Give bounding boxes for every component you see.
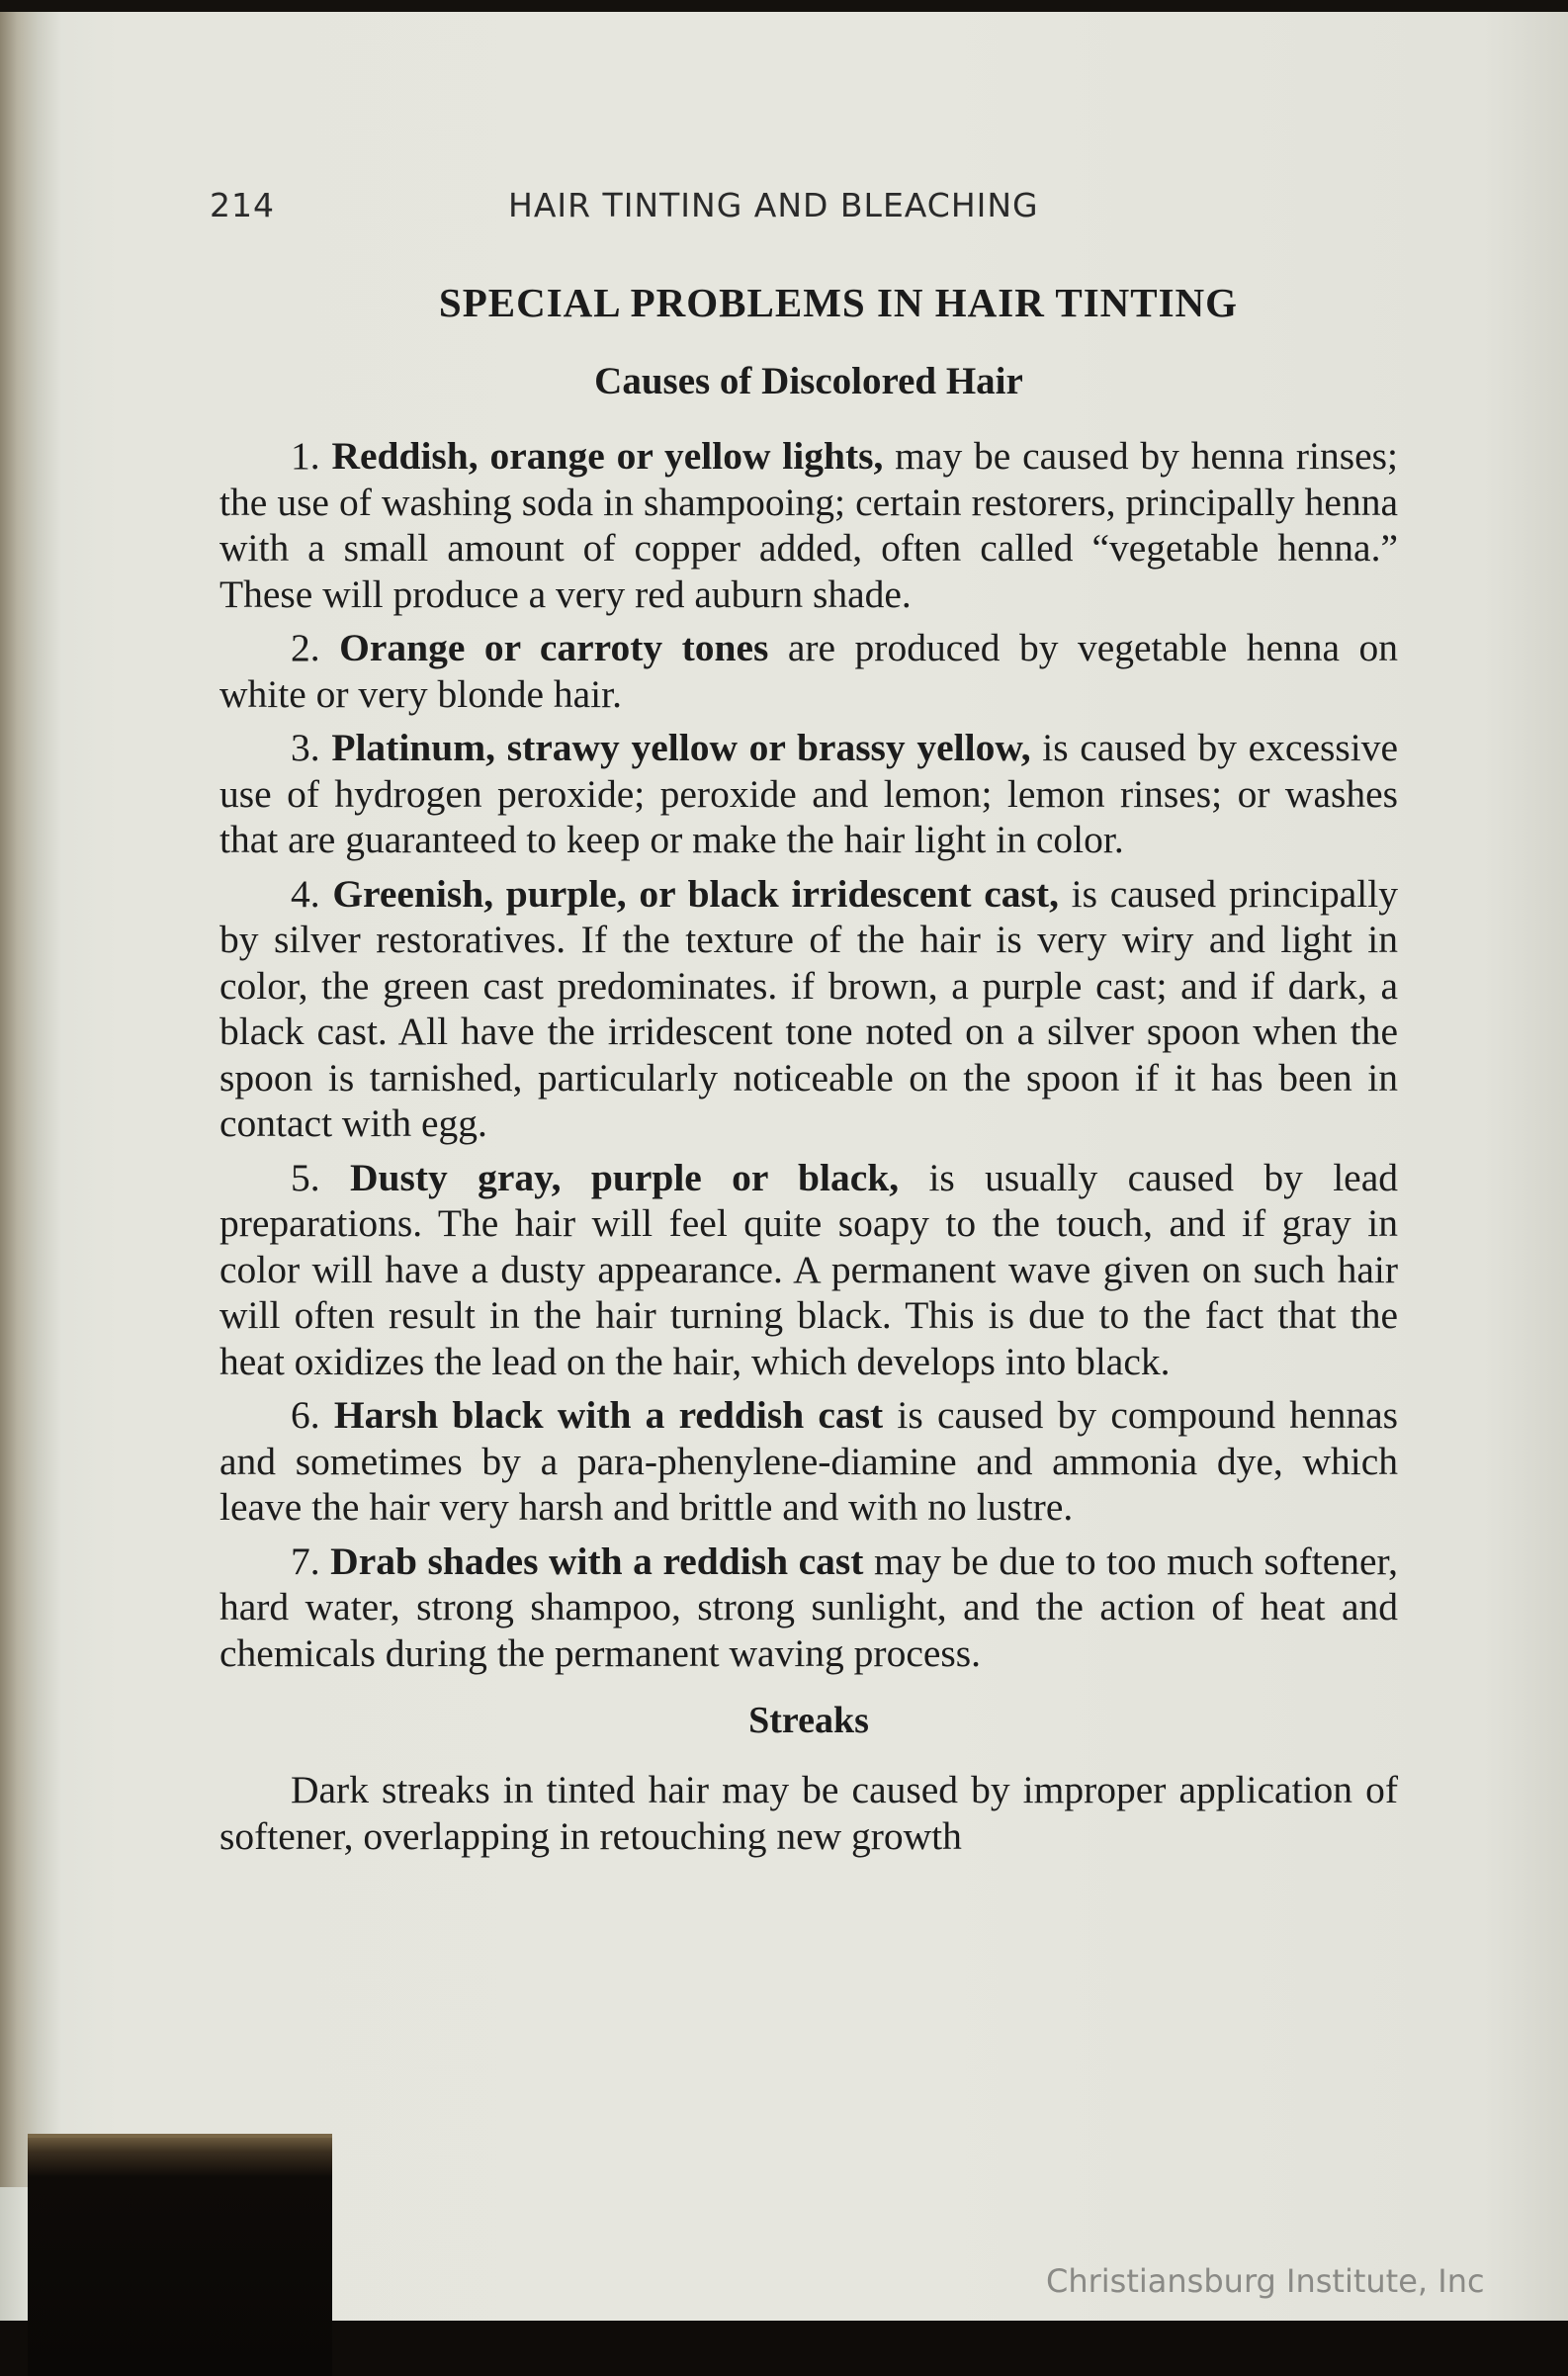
item-text: is usually caused by lead preparations. The hair will feel quite soapy to the touch, and if gray in color will have a dusty appearance. A permanent wave given on such hair will often result in the hair turning black. This is due to the fact that the heat oxidizes the lead on the hair, which develops into black.: [219, 1155, 1398, 1383]
item-lead: Greenish, purple, or black irridescent cast,: [332, 871, 1059, 916]
book-page: [0, 12, 1568, 2321]
section-heading: SPECIAL PROBLEMS IN HAIR TINTING: [438, 280, 1239, 325]
item-lead: Harsh black with a reddish cast: [333, 1393, 884, 1437]
list-item: [219, 871, 1398, 1147]
item-text: are produced by vegetable henna on white or very blonde hair.: [219, 626, 1399, 716]
item-lead: Platinum, strawy yellow or brassy yellow,: [331, 726, 1031, 769]
item-lead: Drab shades with a reddish cast: [330, 1539, 864, 1583]
page-number: 214: [210, 186, 275, 224]
item-number: 2.: [291, 626, 320, 669]
item-lead: Reddish, orange or yellow lights,: [331, 434, 884, 478]
page-gutter-edge: [0, 12, 61, 2187]
item-number: 3.: [291, 726, 320, 769]
list-item: [219, 1155, 1398, 1385]
book-cover-corner: [28, 2134, 332, 2376]
body-text: [219, 277, 1398, 1867]
item-number: 7.: [291, 1539, 320, 1583]
item-text: is caused by compound hennas and sometimes by a para-phenylene-diamine and ammonia dye, which leave the hair very harsh and brittle and with no lustre.: [219, 1393, 1398, 1529]
list-item: [219, 625, 1398, 717]
streaks-heading: Streaks: [748, 1700, 869, 1741]
streaks-paragraph: Dark streaks in tinted hair may be caused by improper application of softener, overlapping in retouching new growth: [219, 1768, 1398, 1858]
item-text: is caused principally by silver restoratives. If the texture of the hair is very wiry and light in color, the green cast predominates. if brown, a purple cast; and if dark, a black cast. All have the irridescent tone noted on a silver spoon when the spoon is tarnished, particularly noticeable on the spoon if it has been in contact with egg.: [219, 871, 1398, 1145]
running-title: HAIR TINTING AND BLEACHING: [508, 186, 1039, 224]
item-number: 6.: [291, 1393, 320, 1437]
list-item: [219, 1392, 1398, 1531]
running-head: [0, 186, 1568, 229]
list-item: [219, 1539, 1398, 1677]
list-item: [219, 433, 1398, 617]
list-item: [219, 725, 1398, 863]
item-lead: Orange or carroty tones: [339, 626, 769, 669]
item-number: 4.: [291, 871, 320, 916]
watermark: Christiansburg Institute, Inc: [1046, 2262, 1485, 2300]
item-text: is caused by excessive use of hydrogen peroxide; peroxide and lemon; lemon rinses; or washes that are guaranteed to keep or make the hair light in color.: [219, 726, 1398, 861]
item-number: 1.: [291, 434, 320, 478]
subsection-heading: Causes of Discolored Hair: [594, 360, 1023, 402]
item-text: may be due to too much softener, hard water, strong shampoo, strong sunlight, and the action of heat and chemicals during the permanent waving process.: [219, 1539, 1398, 1675]
item-lead: Dusty gray, purple or black,: [349, 1155, 900, 1199]
item-text: may be caused by henna rinses; the use of washing soda in shampooing; certain restorers, principally henna with a small amount of copper added, often called “vegetable henna.” These will produce a very red auburn shade.: [219, 434, 1399, 616]
item-number: 5.: [291, 1155, 320, 1199]
